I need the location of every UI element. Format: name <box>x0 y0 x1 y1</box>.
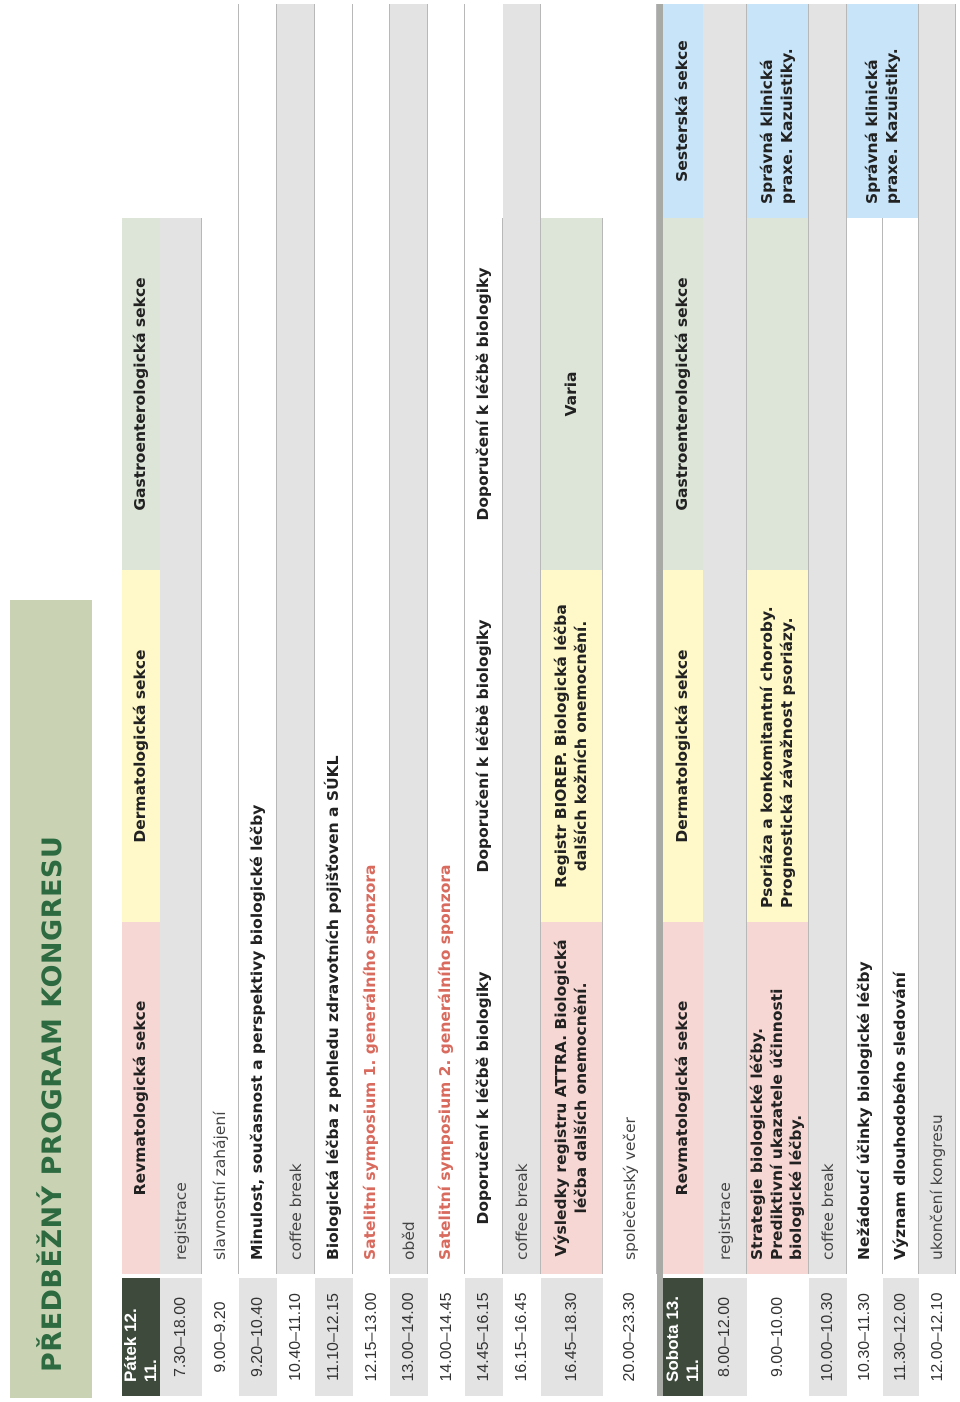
section-header-nursing: Sesterská sekce <box>673 40 692 182</box>
time-cell: 9.00–10.00 <box>769 1296 786 1378</box>
time-cell: 16.15–16.45 <box>513 1292 530 1382</box>
section-item: Psoriáza a konkomitantní choroby. Prognostická závažnost psoriázy. <box>758 606 796 908</box>
schedule-item: Význam dlouhodobého sledování <box>890 971 909 1260</box>
schedule-item: společenský večer <box>620 1117 639 1260</box>
time-cell: 20.00–23.30 <box>621 1292 638 1382</box>
time-cell: 10.40–11.10 <box>287 1293 304 1381</box>
section-item: Doporučení k léčbě biologiky <box>473 619 492 873</box>
schedule-item: coffee break <box>818 1163 837 1260</box>
time-cell: 11.10–12.15 <box>325 1293 342 1381</box>
section-item: Správná klinická praxe. Kazuistiky. <box>863 48 901 204</box>
schedule-item: Nežádoucí účinky biologické léčby <box>854 961 873 1260</box>
schedule-item: ukončení kongresu <box>928 1114 946 1260</box>
schedule-item: registrace <box>715 1182 734 1260</box>
time-cell: 14.45–16.15 <box>475 1292 492 1382</box>
day2-program <box>663 4 956 1274</box>
time-cell: 7.30–18.00 <box>172 1296 189 1378</box>
sponsor-symposium: Satelitní symposium 2. generálního sponzora <box>436 864 455 1260</box>
schedule-item: oběd <box>399 1221 418 1260</box>
section-header-revmatology: Revmatologická sekce <box>673 1000 692 1196</box>
day2-time-column <box>663 1278 956 1396</box>
day1-label: Pátek 12. 11. <box>122 1278 160 1396</box>
time-cell: 12.15–13.00 <box>362 1292 380 1382</box>
schedule-item: coffee break <box>286 1163 305 1260</box>
schedule-item: registrace <box>171 1182 190 1260</box>
time-cell: 10.30–11.30 <box>856 1293 873 1381</box>
time-cell: 12.00–12.10 <box>928 1292 946 1382</box>
time-cell: 9.00–9.20 <box>211 1301 229 1373</box>
time-cell: 10.00–10.30 <box>819 1292 836 1382</box>
schedule-item: Biologická léčba z pohledu zdravotních pojišťoven a SÚKL <box>323 755 342 1260</box>
page-title: PŘEDBĚŽNÝ PROGRAM KONGRESU <box>37 835 68 1372</box>
section-item: Registr BIOREP. Biologická léčba dalších kožních onemocnění. <box>552 604 590 888</box>
time-cell: 13.00–14.00 <box>400 1292 417 1382</box>
sponsor-symposium: Satelitní symposium 1. generálního sponzora <box>361 864 380 1260</box>
day2-label: Sobota 13. 11. <box>663 1278 703 1396</box>
schedule-item: coffee break <box>512 1163 531 1260</box>
time-cell: 11.30–12.00 <box>892 1293 909 1381</box>
section-item: Správná klinická praxe. Kazuistiky. <box>758 48 796 204</box>
section-item <box>747 218 808 570</box>
time-cell: 14.00–14.45 <box>437 1292 455 1382</box>
section-item: Strategie biologické léčby. Prediktivní ukazatele účinnosti biologické léčby. <box>748 988 806 1260</box>
schedule-item: Minulost, současnost a perspektivy biologické léčby <box>247 804 266 1260</box>
section-header-dermatology: Dermatologická sekce <box>673 649 692 843</box>
schedule-item: slavnostní zahájení <box>211 1111 229 1260</box>
section-header-dermatology: Dermatologická sekce <box>131 649 150 843</box>
section-header-gastroenterology: Gastroenterologická sekce <box>131 277 150 511</box>
section-header-gastroenterology: Gastroenterologická sekce <box>673 277 692 511</box>
time-cell: 8.00–12.00 <box>716 1296 733 1378</box>
section-item: Výsledky registru ATTRA. Biologická léčba dalších onemocnění. <box>552 939 590 1257</box>
time-cell: 9.20–10.40 <box>249 1296 266 1378</box>
time-cell: 16.45–18.30 <box>563 1292 580 1382</box>
section-item: Doporučení k léčbě biologiky <box>473 971 492 1225</box>
schedule-table <box>122 4 956 1396</box>
section-header-revmatology: Revmatologická sekce <box>131 1000 150 1196</box>
section-item: Doporučení k léčbě biologiky <box>473 267 492 521</box>
section-item: Varia <box>561 371 580 417</box>
